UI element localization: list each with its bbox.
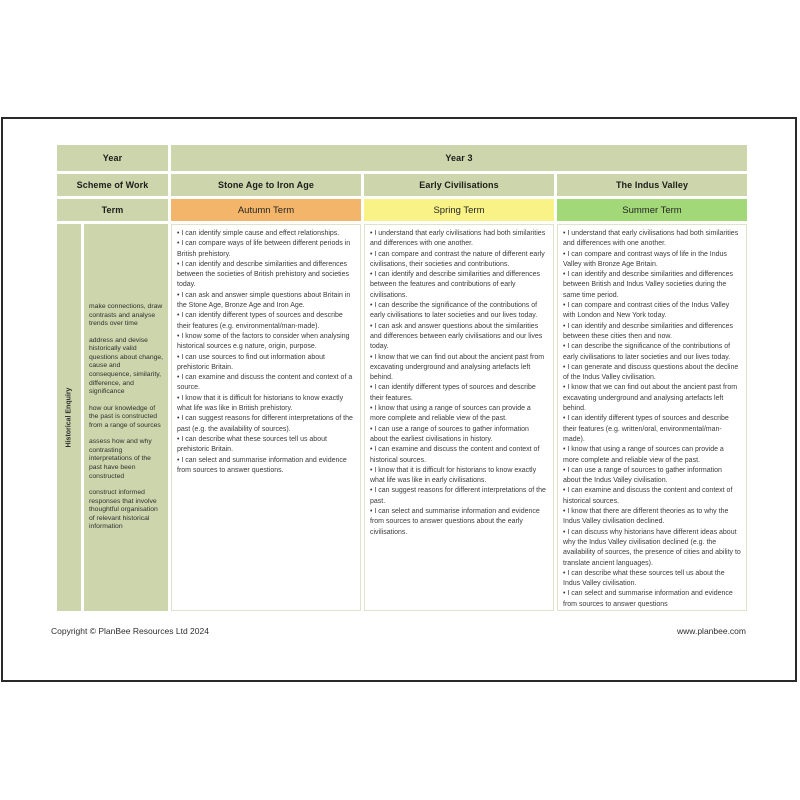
- objectives-summer-cell: [557, 224, 747, 611]
- scheme-cell-indus-valley: The Indus Valley: [557, 174, 747, 196]
- objective-item: • I can identify and describe similarities and differences between British and Indus Valley societies during the same time period.: [563, 271, 734, 299]
- website-link-text: www.planbee.com: [677, 626, 746, 636]
- term-cell-autumn: Autumn Term: [171, 199, 361, 221]
- year-header-label: Year: [57, 145, 168, 171]
- objective-item: • I can suggest reasons for different interpretations of the past.: [370, 487, 546, 505]
- page-footer: [0, 626, 800, 636]
- objective-item: • I can examine and discuss the content and context of historical sources.: [563, 487, 733, 505]
- objective-item: • I can ask and answer questions about the similarities and differences between early civilisations and our lives today.: [370, 322, 543, 351]
- objective-item: • I can identify simple cause and effect relationships.: [177, 230, 340, 237]
- enquiry-skill-paragraph: make connections, draw contrasts and analyse trends over time: [89, 303, 163, 328]
- objective-item: • I can describe the significance of the contributions of early civilisations to later societies and our lives today.: [563, 343, 731, 361]
- enquiry-skill-paragraph: address and devise historically valid questions about change, cause and consequence, similarity, difference, and significance: [89, 336, 164, 396]
- objectives-autumn-cell: [171, 224, 361, 611]
- objective-item: • I can identify and describe similarities and differences between these cities then and now.: [563, 322, 734, 340]
- objective-item: • I can compare and contrast cities of the Indus Valley with London and New York today.: [563, 302, 730, 320]
- objective-item: • I understand that early civilisations had both similarities and differences with one another.: [563, 230, 739, 248]
- objective-item: • I can select and summarise information and evidence from sources to answer questions: [563, 590, 733, 608]
- objective-item: • I can use a range of sources to gather information about the Indus Valley civilisation.: [563, 466, 722, 485]
- enquiry-skill-paragraph: how our knowledge of the past is constructed from a range of sources: [89, 404, 161, 429]
- objective-item: • I know that there are different theories as to why the Indus Valley civilisation declined.: [563, 508, 729, 526]
- objective-item: • I can identify different types of sources and describe their features (e.g. environmental/man-made).: [177, 312, 343, 330]
- objective-item: • I know that it is difficult for historians to know exactly what life was like in early civilisations.: [370, 466, 537, 485]
- objective-item: • I understand that early civilisations had both similarities and differences with one another.: [370, 230, 546, 248]
- objective-item: • I can ask and answer simple questions about Britain in the Stone Age, Bronze Age and Iron Age.: [177, 291, 351, 310]
- historical-enquiry-vertical-title: Historical Enquiry: [65, 387, 73, 448]
- scheme-of-work-header-label: Scheme of Work: [57, 174, 168, 196]
- objective-item: • I can identify different types of sources and describe their features.: [370, 384, 536, 402]
- objective-item: • I can examine and discuss the content and context of historical sources.: [370, 446, 540, 464]
- objective-item: • I can select and summarise information and evidence from sources to answer questions about the early civilisations.: [370, 508, 540, 536]
- objective-item: • I can use a range of sources to gather information about the earliest civilisations in history.: [370, 425, 529, 443]
- objective-item: • I can select and summarise information and evidence from sources to answer questions.: [177, 456, 347, 474]
- objective-item: • I can identify and describe similarities and differences between the societies of British prehistory and societies today.: [177, 260, 349, 289]
- scheme-cell-early-civilisations: Early Civilisations: [364, 174, 554, 196]
- objective-item: • I know that using a range of sources can provide a more complete and reliable view of the past.: [563, 446, 724, 464]
- enquiry-skill-paragraph: construct informed responses that involve thoughtful organisation of relevant historical information: [89, 489, 158, 531]
- enquiry-skills-description-cell: [84, 224, 168, 611]
- term-cell-spring: Spring Term: [364, 199, 554, 221]
- objective-item: • I can compare ways of life between different periods in British prehistory.: [177, 240, 351, 258]
- year-value-cell: Year 3: [171, 145, 747, 171]
- curriculum-overview-table: [57, 145, 747, 611]
- objective-item: • I know that we can find out about the ancient past from excavating underground and analysing artefacts left behind.: [370, 353, 545, 382]
- objective-item: • I can discuss why historians have different ideas about why the Indus Valley civilisation declined (e.g. the availability of sources, the presence of cities and ability to translate ancient languages).: [563, 528, 741, 567]
- objective-item: • I can use sources to find out information about prehistoric Britain.: [177, 353, 325, 371]
- objective-item: • I can generate and discuss questions about the decline of the Indus Valley civilisation.: [563, 363, 739, 382]
- objective-item: • I can identify different types of sources and describe their features (e.g. written/oral, environmental/man-made).: [563, 415, 729, 443]
- scheme-cell-stone-age: Stone Age to Iron Age: [171, 174, 361, 196]
- objective-item: • I know that we can find out about the ancient past from excavating underground and analysing artefacts left behind.: [563, 384, 738, 413]
- objective-item: • I can describe what these sources tell us about the Indus Valley civilisation.: [563, 569, 725, 588]
- objective-item: • I know that it is difficult for historians to know exactly what life was like in British prehistory.: [177, 394, 344, 413]
- objective-item: • I know some of the factors to consider when analysing historical sources e.g nature, origin, purpose.: [177, 332, 350, 351]
- term-cell-summer: Summer Term: [557, 199, 747, 221]
- objective-item: • I can compare and contrast ways of life in the Indus Valley with Bronze Age Britain.: [563, 250, 727, 268]
- objective-item: • I know that using a range of sources can provide a more complete and reliable view of the past.: [370, 405, 531, 423]
- objective-item: • I can compare and contrast the nature of different early civilisations, their societies and contributions.: [370, 250, 545, 268]
- term-header-label: Term: [57, 199, 168, 221]
- objective-item: • I can examine and discuss the content and context of a source.: [177, 374, 353, 392]
- objective-item: • I can describe what these sources tell us about prehistoric Britain.: [177, 435, 327, 454]
- objective-item: • I can suggest reasons for different interpretations of the past (e.g. the availability of sources).: [177, 415, 353, 433]
- objectives-spring-cell: [364, 224, 554, 611]
- enquiry-skill-paragraph: assess how and why contrasting interpretations of the past have been constructed: [89, 438, 152, 480]
- objective-item: • I can describe the significance of the contributions of early civilisations to later societies and our lives today.: [370, 302, 538, 320]
- objective-item: • I can identify and describe similarities and differences between the features and contributions of early civilisations.: [370, 271, 541, 299]
- copyright-text: Copyright © PlanBee Resources Ltd 2024: [51, 626, 209, 636]
- historical-enquiry-sidebar: [57, 224, 81, 611]
